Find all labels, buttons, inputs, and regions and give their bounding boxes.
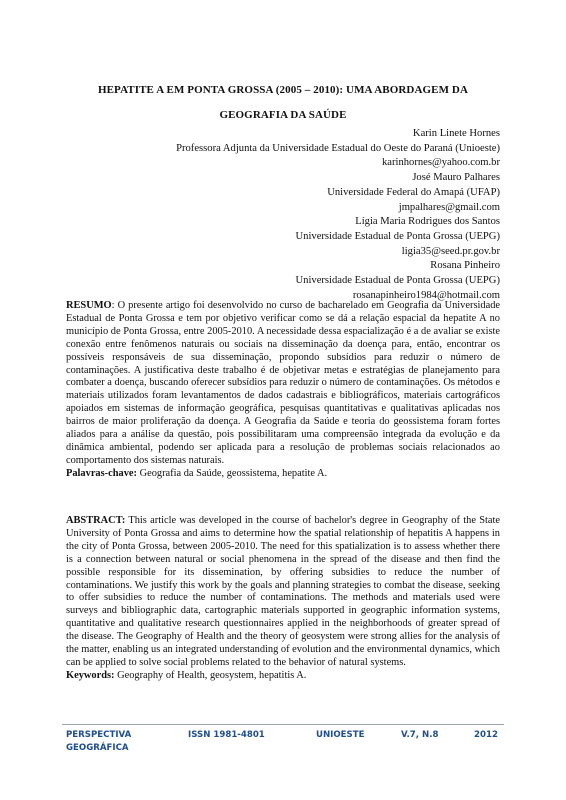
footer-year: 2012 (474, 730, 498, 740)
resumo-section (66, 300, 500, 481)
abstract-label: ABSTRACT: (66, 515, 126, 526)
paper-title-line-1: HEPATITE A EM PONTA GROSSA (2005 – 2010): UMA ABORDAGEM DA (97, 84, 469, 96)
palavras-chave-text: Geografia da Saúde, geossistema, hepatite A. (136, 467, 328, 479)
footer-rule (62, 724, 504, 725)
keywords (66, 670, 500, 683)
author-affiliation: Universidade Federal do Amapá (UFAP) (327, 186, 500, 198)
resumo-text: : O presente artigo foi desenvolvido no curso de bacharelado em Geografia da Universidade Estadual de Ponta Grossa e tem por objetivo verificar como se dá a relação espacial da hepatite A no município de Ponta Grossa, entre 2005-2010. A necessidade dessa espacialização é a de avaliar se existe conexão entre fenômenos naturais ou sociais na disseminação da doença para, então, encontrar os possíveis responsáveis de sua disseminação, propondo subsídios para reduzir o número de contaminações. A justificativa deste trabalho é de objetivar metas e estratégias de planejamento para combater a doença, buscando oferecer subsídios para reduzir o número de contaminações. Os métodos e materiais utilizados foram levantamentos de dados cadastrais e bibliográficos, materiais cartográficos apoiados em sistemas de informação geográfica, pesquisas quantitativas e qualitativas aplicadas nos bairros de maior proliferação da doença. A Geografia da Saúde e teoria do geossistema foram fortes aliados para a análise da questão, pois possibilitaram uma compreensão integrada da evolução e da dinâmica ambiental, podendo ser aplicada para a resolução de problemas sociais relacionados ao comportamento dos sistemas naturais. (66, 300, 500, 466)
author-name: Karin Linete Hornes (412, 128, 500, 139)
abstract-section (66, 515, 500, 683)
resumo-label: RESUMO (66, 300, 112, 311)
author-email: jmpalhares@gmail.com (398, 201, 500, 213)
author-affiliation: Professora Adjunta da Universidade Estadual do Oeste do Paraná (Unioeste) (176, 142, 500, 154)
palavras-chave-label: Palavras-chave: (66, 467, 137, 479)
footer-volume: V.7, N.8 (401, 730, 439, 740)
author-name: Rosana Pinheiro (430, 260, 500, 272)
resumo-paragraph (66, 300, 500, 468)
author-email: karinhornes@yahoo.com.br (381, 157, 500, 169)
paper-title-line-2: GEOGRAFIA DA SAÚDE (219, 109, 347, 121)
palavras-chave (66, 468, 500, 481)
footer-journal-line-1: PERSPECTIVA (66, 730, 132, 740)
author-block (80, 127, 500, 303)
abstract-text: This article was developed in the course of bachelor's degree in Geography of the State University of Ponta Grossa and aims to determine how the spatial relationship of hepatitis A happens in the city of Ponta Grossa, between 2005-2010. The need for this spatialization is to assess whether there is a connection between natural or social phenomena in the spread of the disease and then find the possible responsible for its dissemination, by offering subsidies to reduce the number of contaminations. We justify this work by the goals and planning strategies to combat the disease, seeking to offer subsidies to reduce the number of contaminations. The methods and materials used were surveys and bibliographic data, cartographic materials supported in geographic information systems, quantitative and qualitative research questionnaires applied in the neighborhoods of greater spread of the disease. The Geography of Health and the theory of geosystem were strong allies for the analysis of the matter, enabling us an integrated understanding of evolution and the environmental dynamics, which can be applied to solve social problems related to the behavior of natural systems. (66, 515, 500, 668)
abstract-paragraph (66, 515, 500, 670)
author-name: José Mauro Palhares (412, 172, 500, 184)
keywords-text: Geography of Health, geosystem, hepatitis A. (114, 669, 307, 681)
footer-university: UNIOESTE (316, 730, 365, 740)
footer-journal-line-2: GEOGRÁFICA (66, 743, 129, 753)
author-affiliation: Universidade Estadual de Ponta Grossa (UEPG) (295, 275, 500, 287)
paper-title (60, 78, 506, 128)
keywords-label: Keywords: (66, 669, 115, 681)
author-name: Lígia Maria Rodrigues dos Santos (355, 216, 500, 228)
author-email: ligia35@seed.pr.gov.br (401, 245, 500, 257)
author-affiliation: Universidade Estadual de Ponta Grossa (UEPG) (295, 230, 500, 242)
author-email: rosanapinheiro1984@hotmail.com (352, 289, 500, 301)
footer-issn: ISSN 1981-4801 (188, 730, 265, 740)
